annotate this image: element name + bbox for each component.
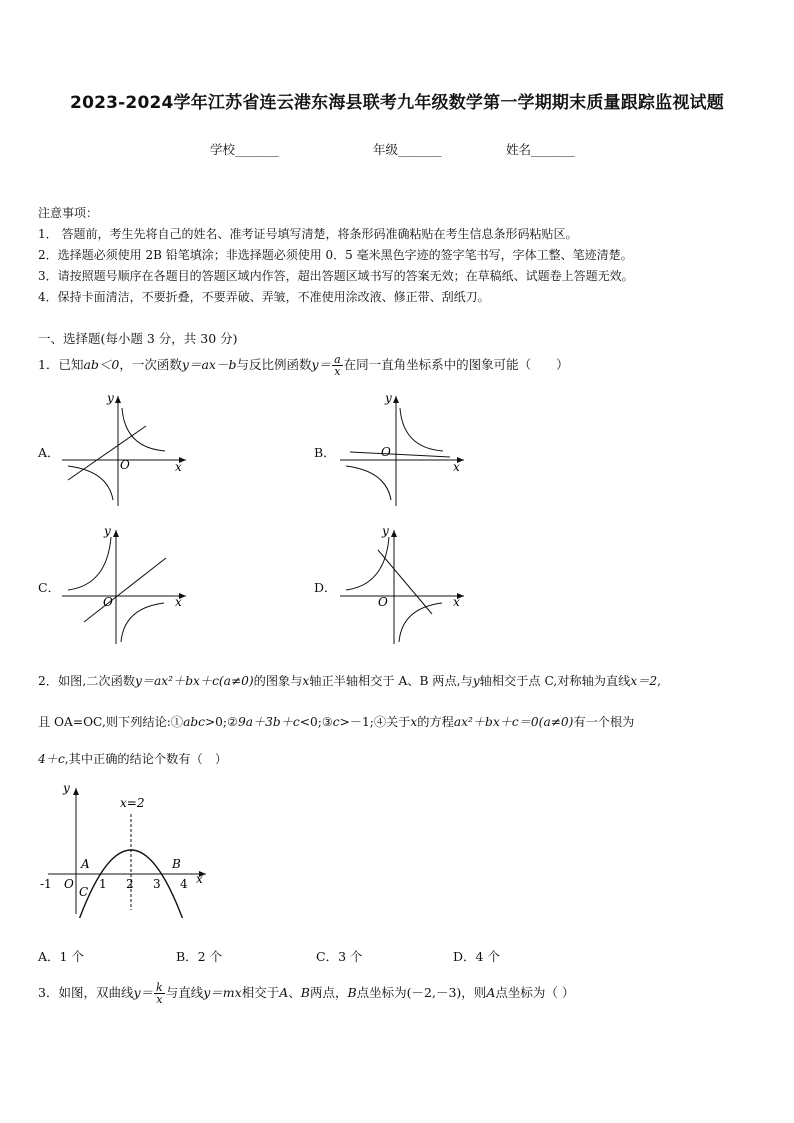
notes-heading: 注意事项： xyxy=(38,206,99,220)
grade-field[interactable]: 年级_______ xyxy=(373,142,442,157)
q1-text: 在同一直角坐标系中的图象可能（ ） xyxy=(343,357,569,372)
q1-text: 已知 xyxy=(58,357,84,372)
q2-text: 的图象与 xyxy=(253,674,303,688)
q2-option-b[interactable]: B．2 个 xyxy=(176,949,223,964)
linear-graph xyxy=(68,426,146,480)
hyperbola-branch xyxy=(68,466,113,500)
y-label: y xyxy=(385,391,392,405)
y-label: y xyxy=(104,524,111,538)
q1-denominator: x xyxy=(334,365,341,378)
q1-graph-c[interactable] xyxy=(60,522,195,647)
hyperbola-branch xyxy=(68,537,111,590)
y-axis-arrow-icon xyxy=(391,530,397,537)
q1-text: ，一次函数 xyxy=(119,357,182,372)
x-label: x xyxy=(175,460,182,474)
page-title: 2023-2024学年江苏省连云港东海县联考九年级数学第一学期期末质量跟踪监视试题 xyxy=(70,93,724,113)
school-field[interactable]: 学校_______ xyxy=(210,142,279,157)
origin-label: O xyxy=(103,595,113,609)
q3-point-a: A xyxy=(279,985,289,1000)
q3-numerator: k xyxy=(156,981,163,994)
y-axis-arrow-icon xyxy=(115,396,121,403)
linear-graph xyxy=(350,452,450,457)
point-a-label: A xyxy=(81,857,90,871)
question-3 xyxy=(38,982,574,1005)
q1-numerator: a xyxy=(334,353,341,366)
y-label: y xyxy=(382,524,389,538)
q1-fraction xyxy=(332,354,343,377)
x-label: x xyxy=(453,595,460,609)
q1-option-a-label[interactable]: A． xyxy=(38,445,60,460)
q2-text: 2．如图,二次函数 xyxy=(38,674,135,688)
q2-option-a[interactable]: A．1 个 xyxy=(38,949,84,964)
q2-quadratic: y＝ax²＋bx＋c(a≠0) xyxy=(134,674,254,688)
x-label: x xyxy=(453,460,460,474)
tick-label: 4 xyxy=(180,877,188,891)
q1-graph-b[interactable] xyxy=(338,388,473,508)
q2-expr: c xyxy=(332,715,340,729)
q3-text: 与直线 xyxy=(165,985,204,1000)
q1-graph-a[interactable] xyxy=(60,388,195,508)
q3-text: 相交于 xyxy=(241,985,280,1000)
q2-text: <0;③ xyxy=(299,715,333,729)
q2-var: x xyxy=(302,674,310,688)
q2-axis-equation: x＝2 xyxy=(630,674,658,688)
hyperbola-branch xyxy=(346,537,389,590)
q1-graph-d[interactable] xyxy=(338,522,473,647)
question-2-line-2 xyxy=(38,713,634,730)
q2-text: >0;② xyxy=(204,715,238,729)
hyperbola-branch xyxy=(400,408,443,451)
tick-label: 1 xyxy=(99,877,107,891)
origin-label: O xyxy=(378,595,388,609)
q3-text: 、 xyxy=(288,985,301,1000)
q1-number: 1． xyxy=(38,357,59,372)
tick-label: 2 xyxy=(126,877,134,891)
q2-expr: 9a＋3b＋c xyxy=(237,715,300,729)
q1-option-c-label[interactable]: C． xyxy=(38,580,61,595)
q2-option-d[interactable]: D．4 个 xyxy=(453,949,500,964)
y-label: y xyxy=(63,781,70,795)
axis-line-label: x=2 xyxy=(120,796,145,810)
tick-label: -1 xyxy=(40,877,52,891)
note-item: 1． 答题前，考生先将自己的姓名、准考证号填写清楚，将条形码准确粘贴在考生信息条形码粘贴区。 xyxy=(38,227,578,241)
q2-parabola-graph xyxy=(36,778,216,918)
q1-linear-function: y＝ax－b xyxy=(181,357,237,372)
q1-y: y＝ xyxy=(311,357,332,372)
q3-line-equation: y＝mx xyxy=(203,985,242,1000)
q3-text: ，则 xyxy=(461,985,487,1000)
q2-text: , xyxy=(657,674,662,688)
hyperbola-branch xyxy=(122,408,165,451)
q2-text: ,其中正确的结论个数有（ ） xyxy=(64,752,228,766)
q2-expr: 4＋c xyxy=(38,752,65,766)
q3-coordinate: (－2,－3) xyxy=(406,985,462,1000)
q2-expr: abc xyxy=(183,715,205,729)
q1-option-d-label[interactable]: D． xyxy=(314,580,337,595)
y-axis-arrow-icon xyxy=(393,396,399,403)
point-b-label: B xyxy=(172,857,181,871)
q2-text: 轴正半轴相交于 A、B 两点,与 xyxy=(309,674,473,688)
q1-option-b-label[interactable]: B． xyxy=(314,445,336,460)
q2-equation: ax²＋bx＋c＝0(a≠0) xyxy=(453,715,574,729)
q3-number: 3． xyxy=(38,985,59,1000)
hyperbola-branch xyxy=(346,466,391,500)
q3-denominator: x xyxy=(156,993,163,1006)
q2-text: 有一个根为 xyxy=(573,715,635,729)
q3-point-b: B xyxy=(300,985,310,1000)
q1-condition: ab＜0 xyxy=(83,357,120,372)
q3-text: 两点， xyxy=(309,985,348,1000)
q2-var: x xyxy=(410,715,418,729)
q2-var: y xyxy=(472,674,480,688)
hyperbola-branch xyxy=(399,603,442,642)
q3-point-b: B xyxy=(347,985,357,1000)
q1-text: 与反比例函数 xyxy=(236,357,312,372)
y-axis-arrow-icon xyxy=(73,788,79,795)
question-2-line-3 xyxy=(38,750,227,767)
q3-fraction xyxy=(154,982,165,1005)
q3-text: 点坐标为（ ） xyxy=(495,985,575,1000)
linear-graph xyxy=(84,558,166,622)
note-item: 3．请按照题号顺序在各题目的答题区域内作答，超出答题区域书写的答案无效；在草稿纸、试题卷上答题无效。 xyxy=(38,269,634,283)
q2-text: 的方程 xyxy=(417,715,454,729)
q3-point-a: A xyxy=(486,985,496,1000)
note-item: 2．选择题必须使用 2B 铅笔填涂；非选择题必须使用 0．5 毫米黑色字迹的签字笔书写，字体工整、笔迹清楚。 xyxy=(38,248,633,262)
q3-text: 点坐标为 xyxy=(356,985,407,1000)
x-label: x xyxy=(175,595,182,609)
origin-label: O xyxy=(64,877,74,891)
note-item: 4．保持卡面清洁，不要折叠，不要弄破、弄皱，不准使用涂改液、修正带、刮纸刀。 xyxy=(38,290,490,304)
origin-label: O xyxy=(381,445,391,459)
section-heading: 一、选择题(每小题 3 分，共 30 分) xyxy=(38,331,238,346)
q2-text: >－1;④关于 xyxy=(339,715,411,729)
origin-label: O xyxy=(120,458,130,472)
q2-text: 轴相交于点 C,对称轴为直线 xyxy=(479,674,631,688)
hyperbola-branch xyxy=(121,603,164,642)
q3-text: 如图，双曲线 xyxy=(58,985,134,1000)
q2-text: 且 OA=OC,则下列结论:① xyxy=(38,715,184,729)
x-label: x xyxy=(196,872,203,886)
point-c-label: C xyxy=(79,885,89,899)
name-field[interactable]: 姓名_______ xyxy=(506,142,575,157)
y-axis-arrow-icon xyxy=(113,530,119,537)
q2-option-c[interactable]: C．3 个 xyxy=(316,949,363,964)
y-label: y xyxy=(107,391,114,405)
tick-label: 3 xyxy=(153,877,161,891)
question-2-line-1 xyxy=(38,672,661,689)
question-1 xyxy=(38,354,569,377)
q3-y: y＝ xyxy=(133,985,154,1000)
